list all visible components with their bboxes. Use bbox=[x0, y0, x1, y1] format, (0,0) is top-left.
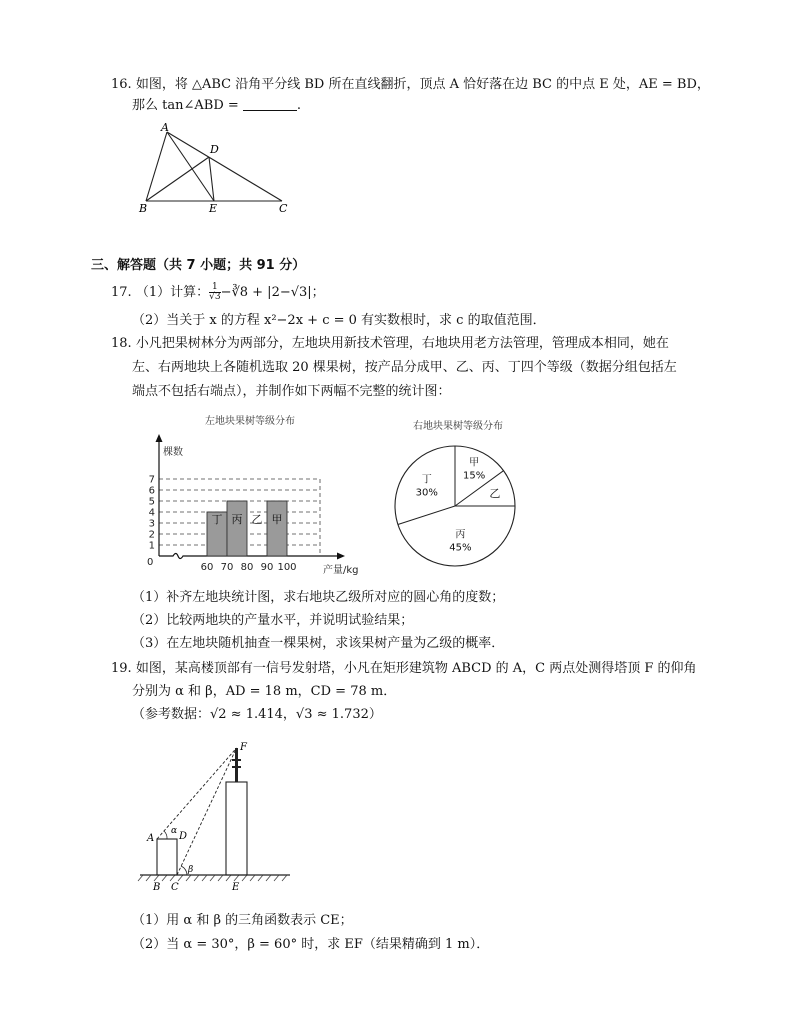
q18-text1: 小凡把果树林分为两部分，左地块用新技术管理，右地块用老方法管理，管理成本相同，她在 bbox=[135, 336, 669, 351]
q18-line3: 端点不包括右端点），并制作如下两幅不完整的统计图： bbox=[132, 384, 451, 399]
bar-chart-y-tick: 6 bbox=[148, 485, 155, 497]
q19-label-e: E bbox=[232, 882, 240, 893]
q16-label-c: C bbox=[279, 202, 288, 215]
q19-text1: 如图，某高楼顶部有一信号发射塔，小凡在矩形建筑物 ABCD 的 A，C 两点处测得塔顶 F 的仰角 bbox=[135, 661, 697, 676]
q17-frac-num: 1 bbox=[209, 283, 220, 293]
q19-line1 bbox=[111, 661, 697, 677]
q16-line1 bbox=[111, 77, 710, 93]
bar-chart-y-arrow bbox=[156, 434, 163, 442]
pie-percent-0: 15% bbox=[462, 470, 486, 482]
bar-chart-x-arrow bbox=[337, 553, 345, 560]
bar-1 bbox=[227, 501, 247, 556]
q17-part1 bbox=[111, 283, 325, 303]
q19-label-alpha: α bbox=[171, 826, 178, 836]
bar-chart-y-tick: 4 bbox=[148, 507, 155, 519]
bar-chart-y-tick: 7 bbox=[148, 474, 155, 486]
q17-frac-den: √3 bbox=[209, 292, 221, 302]
q18-sub3: （3）在左地块随机抽查一棵果树，求该果树产量为乙级的概率． bbox=[132, 636, 505, 651]
bar-chart-x-tick: 80 bbox=[240, 562, 254, 573]
q19-label-d: D bbox=[179, 831, 188, 842]
q18-line2: 左、右两地块上各随机选取 20 棵果树，按产品分成甲、乙、丙、丁四个等级（数据分组包括左 bbox=[132, 360, 677, 375]
bar-chart-x-axis bbox=[159, 554, 343, 559]
answer-blank[interactable] bbox=[243, 98, 297, 111]
q17-fraction bbox=[209, 283, 220, 302]
q16-line2 bbox=[132, 98, 301, 114]
q18-sub1: （1）补齐左地块统计图，求右地块乙级所对应的圆心角的度数； bbox=[132, 590, 505, 605]
q16-label-e: E bbox=[209, 202, 218, 215]
bar-label-3: 甲 bbox=[271, 513, 283, 526]
bar-chart-x-tick: 60 bbox=[200, 562, 214, 573]
q16-label-a: A bbox=[161, 121, 169, 134]
q19-label-f: F bbox=[240, 742, 247, 753]
q16-text2: 那么 tan∠ABD = bbox=[132, 98, 239, 113]
q19-tower-figure bbox=[135, 738, 295, 896]
bar-chart-x-tick: 100 bbox=[277, 562, 297, 573]
q19-reference: （参考数据：√2 ≈ 1.414，√3 ≈ 1.732） bbox=[132, 707, 382, 722]
pie-label-0: 甲 bbox=[469, 457, 480, 469]
q16-number: 16. bbox=[111, 77, 132, 92]
q19-line2: 分别为 α 和 β，AD = 18 m，CD = 78 m． bbox=[132, 684, 397, 699]
bar-chart-x-tick: 90 bbox=[260, 562, 274, 573]
bar-3 bbox=[267, 501, 287, 556]
bar-label-1: 丙 bbox=[231, 513, 243, 526]
bar-chart-y-tick: 1 bbox=[148, 540, 155, 552]
bar-label-0: 丁 bbox=[211, 513, 223, 526]
q19-label-beta: β bbox=[188, 865, 194, 875]
q19-sub1: （1）用 α 和 β 的三角函数表示 CE； bbox=[132, 913, 353, 928]
bar-chart-y-tick: 2 bbox=[148, 529, 155, 541]
pie-percent-2: 45% bbox=[449, 542, 472, 554]
bar-chart-y-tick: 3 bbox=[148, 518, 155, 530]
pie-chart-title: 右地块果树等级分布 bbox=[413, 421, 503, 432]
q16-period: . bbox=[296, 98, 302, 113]
q18-line1 bbox=[111, 336, 669, 352]
q16-triangle-figure bbox=[130, 120, 300, 215]
right-plot-pie-chart bbox=[385, 410, 535, 575]
left-plot-bar-chart bbox=[135, 410, 365, 578]
q19-label-c: C bbox=[171, 882, 179, 893]
bar-chart-title: 左地块果树等级分布 bbox=[205, 416, 295, 427]
q17-number: 17. bbox=[111, 285, 132, 300]
section-3-heading: 三、解答题（共 7 小题；共 91 分） bbox=[91, 258, 306, 273]
pie-label-1: 乙 bbox=[489, 487, 501, 500]
q19-label-b: B bbox=[153, 882, 161, 893]
bar-label-2: 乙 bbox=[251, 513, 263, 526]
q16-label-d: D bbox=[210, 143, 219, 156]
bar-chart-xlabel: 产量/kg bbox=[323, 565, 359, 576]
q19-sub2: （2）当 α = 30°，β = 60° 时，求 EF（结果精确到 1 m）． bbox=[132, 937, 490, 952]
pie-label-2: 丙 bbox=[455, 529, 466, 541]
q17-part2: （2）当关于 x 的方程 x²−2x + c = 0 有实数根时，求 c 的取值范围． bbox=[132, 313, 546, 328]
q16-text1: 如图，将 △ABC 沿角平分线 BD 所在直线翻折，顶点 A 恰好落在边 BC 的中点 E 处，AE = BD， bbox=[135, 77, 710, 92]
bar-chart-origin: 0 bbox=[147, 557, 154, 568]
q18-sub2: （2）比较两地块的产量水平，并说明试验结果； bbox=[132, 613, 414, 628]
q19-number: 19. bbox=[111, 661, 132, 676]
q19-label-a: A bbox=[147, 833, 155, 844]
bar-chart-ylabel: 棵数 bbox=[163, 447, 183, 458]
q18-number: 18. bbox=[111, 336, 132, 351]
pie-percent-3: 30% bbox=[415, 487, 438, 499]
q16-label-b: B bbox=[139, 202, 148, 215]
bar-chart-x-tick: 70 bbox=[220, 562, 234, 573]
q17-part1-rest: −∛8 + |2−√3|； bbox=[220, 285, 325, 300]
pie-label-3: 丁 bbox=[421, 474, 432, 486]
q17-part1-prefix: （1）计算： bbox=[135, 285, 210, 300]
bar-chart-y-tick: 5 bbox=[148, 496, 155, 508]
